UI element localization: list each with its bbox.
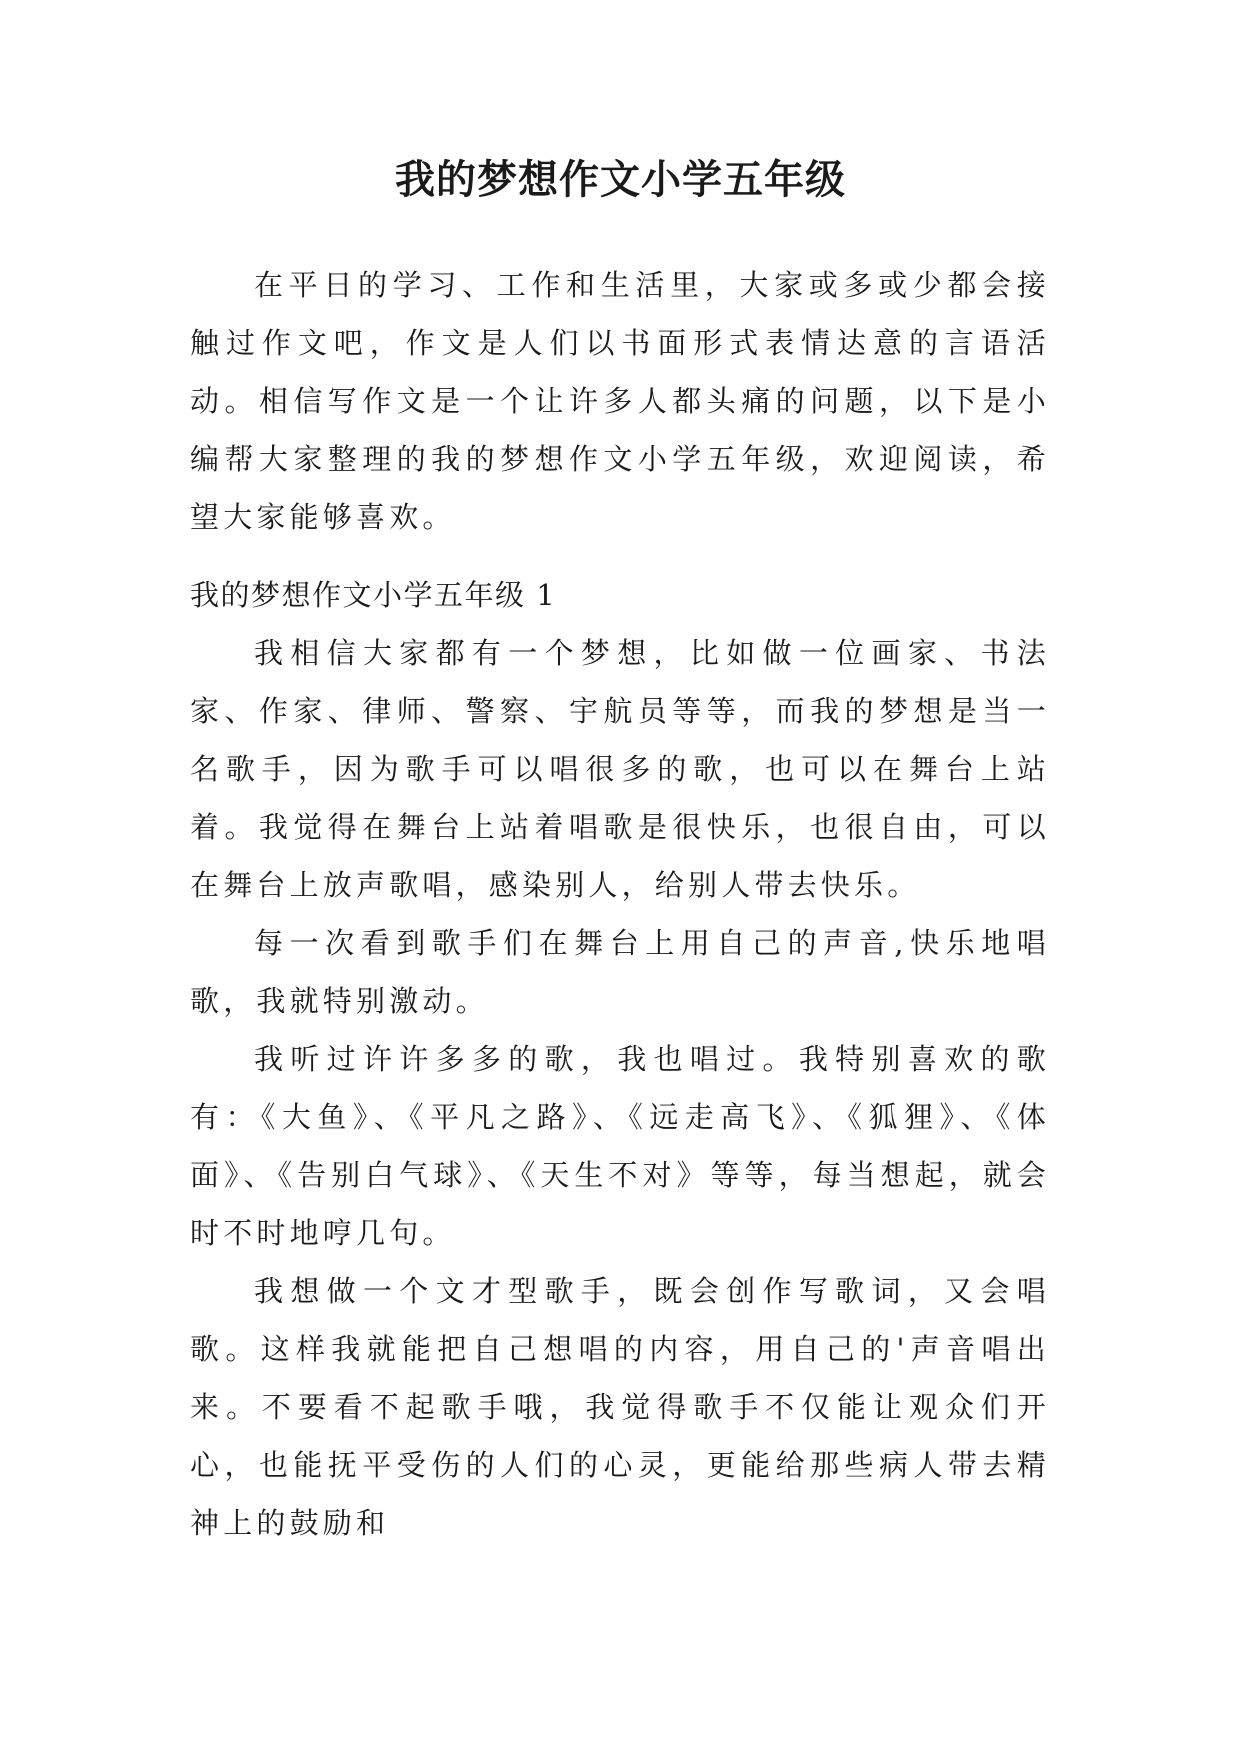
- paragraph-1: 我相信大家都有一个梦想，比如做一位画家、书法家、作家、律师、警察、宇航员等等，而我的梦想是当一名歌手，因为歌手可以唱很多的歌，也可以在舞台上站着。我觉得在舞台上站着唱歌是很快乐，也很自由，可以在舞台上放声歌唱，感染别人，给别人带去快乐。: [190, 636, 1050, 902]
- section-heading: 我的梦想作文小学五年级 1: [190, 578, 557, 612]
- paragraph-4: 我想做一个文才型歌手，既会创作写歌词，又会唱歌。这样我就能把自己想唱的内容，用自己的'声音唱出来。不要看不起歌手哦，我觉得歌手不仅能让观众们开心，也能抚平受伤的人们的心灵，更能给那些病人带去精神上的鼓励和: [190, 1274, 1050, 1540]
- paragraph-2: 每一次看到歌手们在舞台上用自己的声音,快乐地唱歌，我就特别激动。: [190, 926, 1050, 1018]
- page-title: 我的梦想作文小学五年级: [395, 156, 846, 203]
- paragraph-3: 我听过许许多多的歌，我也唱过。我特别喜欢的歌有：《大鱼》、《平凡之路》、《远走高飞》、《狐狸》、《体面》、《告别白气球》、《天生不对》等等，每当想起，就会时不时地哼几句。: [190, 1042, 1050, 1250]
- intro-paragraph: 在平日的学习、工作和生活里，大家或多或少都会接触过作文吧，作文是人们以书面形式表情达意的言语活动。相信写作文是一个让许多人都头痛的问题，以下是小编帮大家整理的我的梦想作文小学五年级，欢迎阅读，希望大家能够喜欢。: [190, 268, 1050, 534]
